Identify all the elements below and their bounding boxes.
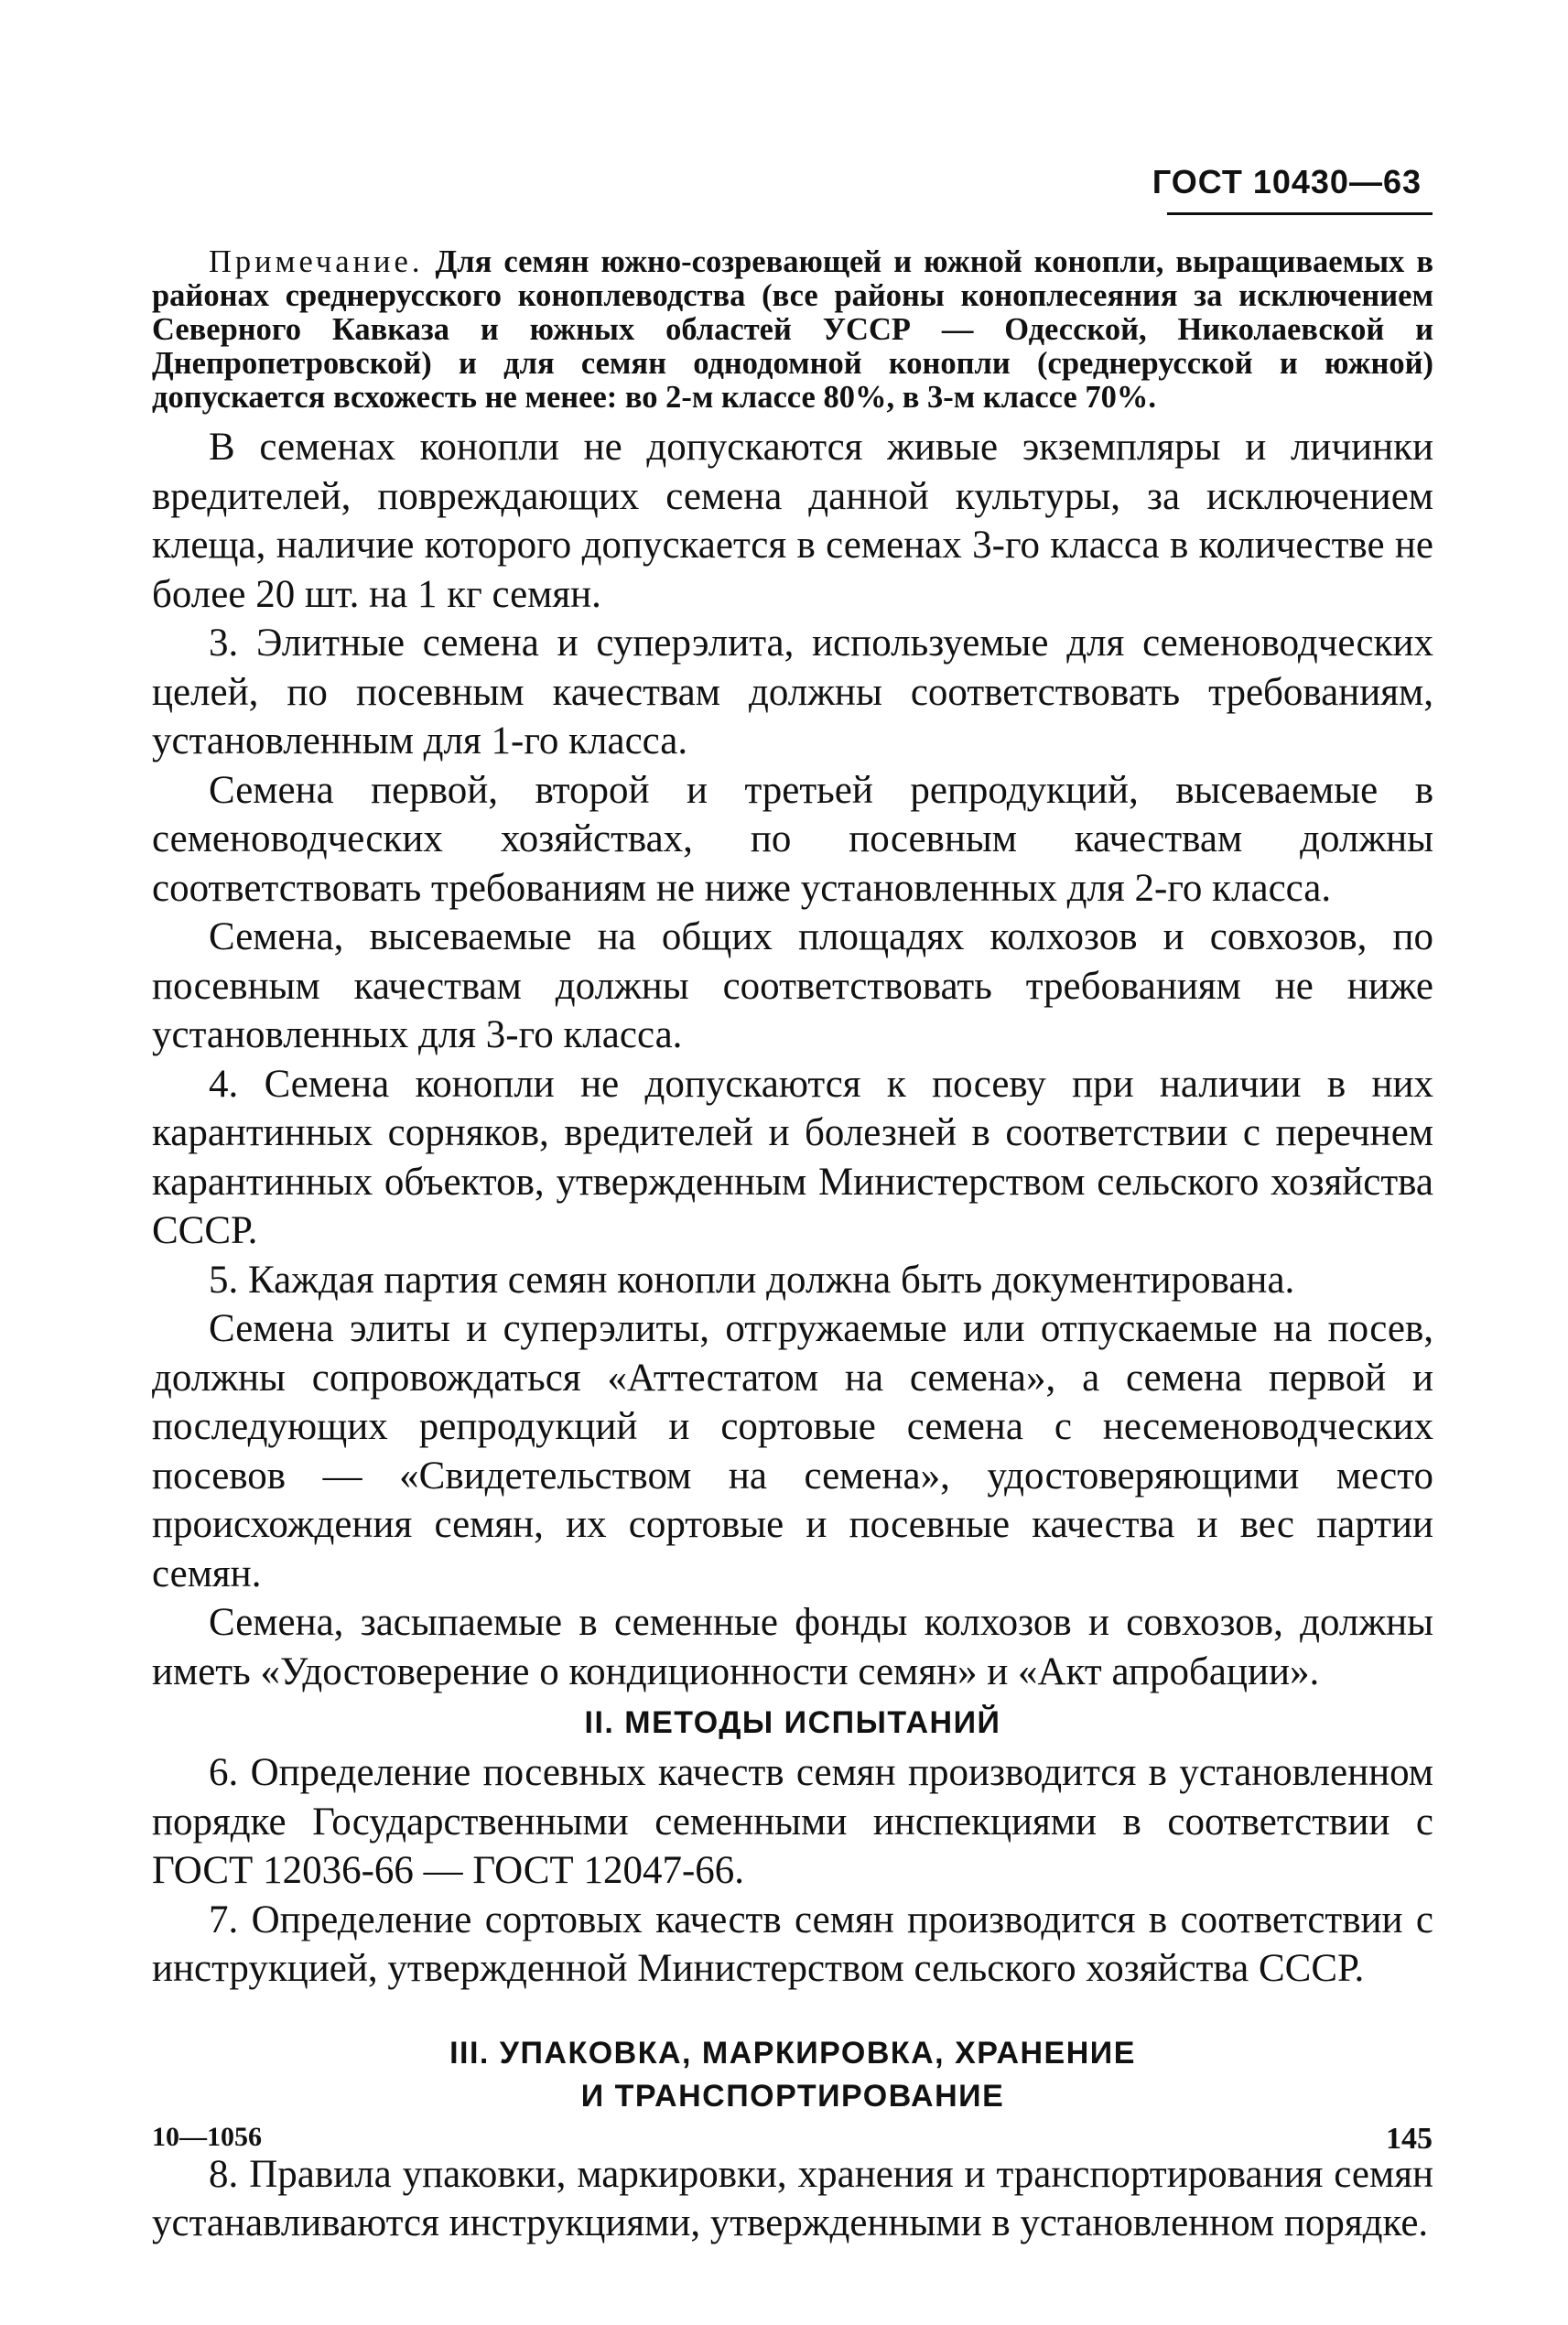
paragraph-general-areas: Семена, высеваемые на общих площадях колхозов и совхозов, по посевным качествам должны соответствовать требованиям не ниже установленных для 3-го класса. [152, 915, 1433, 1056]
document-body [152, 245, 1433, 2248]
paragraph-5-documentation: 5. Каждая партия семян конопли должна быть документирована. [209, 1258, 1295, 1302]
paragraph-6-sowing-qualities: 6. Определение посевных качеств семян производится в установленном порядке Государственными семенными инспекциями в соответствии с ГОСТ 12036-66 — ГОСТ 12047-66. [152, 1751, 1433, 1892]
paragraph-4-quarantine: 4. Семена конопли не допускаются к посеву при наличии в них карантинных сорняков, вредителей и болезней в соответствии с перечнем карантинных объектов, утвержденным Министерством сельского хозяйства СССР. [152, 1062, 1433, 1252]
section-3-title [152, 2032, 1433, 2118]
note-paragraph [152, 245, 1433, 415]
section-3-title-line1: III. УПАКОВКА, МАРКИРОВКА, ХРАНЕНИЕ [449, 2035, 1136, 2071]
paragraph-reproductions: Семена первой, второй и третьей репродукций, высеваемые в семеноводческих хозяйствах, по посевным качествам должны соответствовать требованиям не ниже установленных для 2-го класса. [152, 768, 1433, 910]
paragraph-8-packaging: 8. Правила упаковки, маркировки, хранения и транспортирования семян устанавливаются инструкциями, утвержденными в установленном порядке. [152, 2152, 1433, 2244]
header-rule [1167, 212, 1433, 215]
note-label: Примечание. [209, 244, 424, 279]
standard-header: ГОСТ 10430—63 [1152, 163, 1422, 200]
paragraph-7-varietal-qualities: 7. Определение сортовых качеств семян производится в соответствии с инструкцией, утвержденной Министерством сельского хозяйства СССР. [152, 1898, 1433, 1990]
print-code: 10—1056 [152, 2122, 262, 2152]
page-number: 145 [1386, 2122, 1433, 2156]
section-3-title-line2: И ТРАНСПОРТИРОВАНИЕ [580, 2078, 1005, 2114]
paragraph-certificates: Семена элиты и суперэлиты, отгружаемые или отпускаемые на посев, должны сопровождаться «Аттестатом на семена», а семена первой и последующих репродукций и сортовые семена с несеменоводческих посевов — «Свидетельством на семена», удостоверяющими место происхождения семян, их сортовые и посевные качества и вес партии семян. [152, 1307, 1433, 1595]
note-text: Для семян южно-созревающей и южной конопли, выращиваемых в районах среднерусского коноплеводства (все районы коноплесеяния за исключением Северного Кавказа и южных областей УССР — Одесской, Николаевской и Днепропетровской) и для семян однодомной конопли (среднерусской и южной) допускается всхожесть не менее: во 2-м классе 80%, в 3-м классе 70%. [152, 244, 1433, 415]
paragraph-3-elite-seeds: 3. Элитные семена и суперэлита, используемые для семеноводческих целей, по посевным качествам должны соответствовать требованиям, установленным для 1-го класса. [152, 622, 1433, 762]
paragraph-seed-funds: Семена, засыпаемые в семенные фонды колхозов и совхозов, должны иметь «Удостоверение о кондиционности семян» и «Акт апробации». [152, 1601, 1433, 1693]
paragraph-pests: В семенах конопли не допускаются живые экземпляры и личинки вредителей, повреждающих семена данной культуры, за исключением клеща, наличие которого допускается в семенах 3-го класса в количестве не более 20 шт. на 1 кг семян. [152, 426, 1433, 616]
section-2-title: II. МЕТОДЫ ИСПЫТАНИЙ [584, 1705, 1001, 1740]
